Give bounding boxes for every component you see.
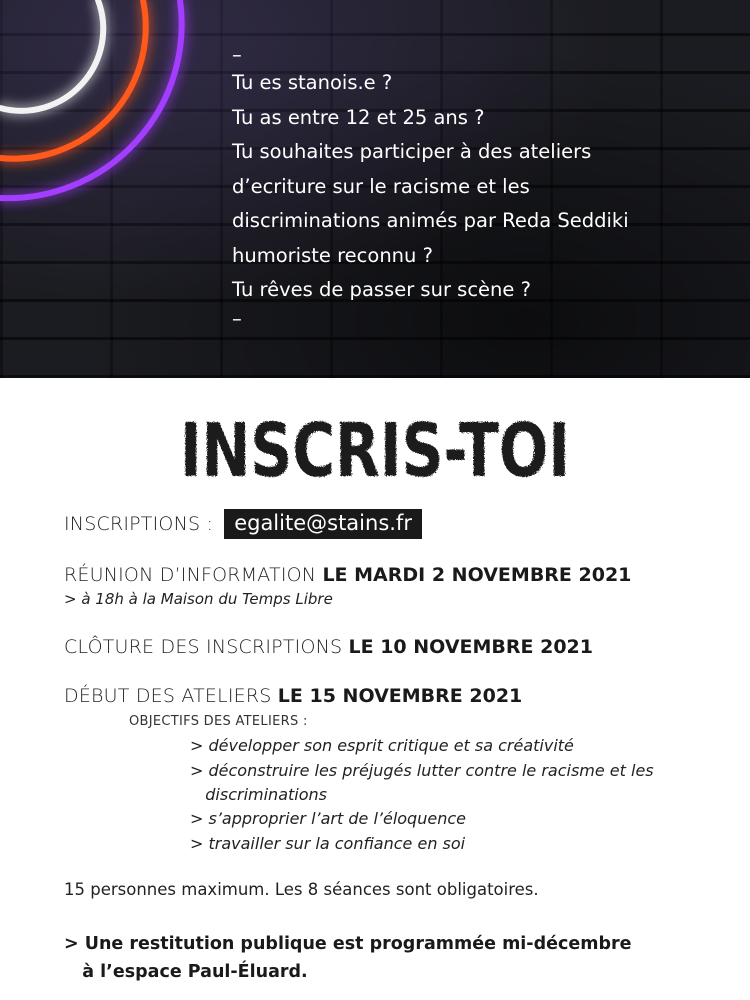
inscriptions-label: INSCRIPTIONS : [64,513,214,535]
inscriptions-row [64,509,422,539]
restitution-line: > Une restitution publique est programmée mi-décembre [64,934,632,954]
question-line: Tu as entre 12 et 25 ans ? [232,105,485,129]
hero-banner [0,0,750,378]
reunion-date: LE MARDI 2 NOVEMBRE 2021 [322,564,632,586]
debut-row [64,685,522,707]
question-line: discriminations animés par Reda Seddiki [232,209,629,232]
capacity-note: 15 personnes maximum. Les 8 séances sont obligatoires. [64,880,539,899]
question-line: Tu rêves de passer sur scène ? [232,278,531,301]
dash-bottom: – [232,306,242,330]
neon-orange-arc [0,0,146,159]
objectif-item: > développer son esprit critique et sa créativité [190,736,574,755]
objectif-item: discriminations [190,785,327,804]
debut-date: LE 15 NOVEMBRE 2021 [277,685,523,707]
reunion-row [64,564,631,586]
hero-questions [232,44,732,330]
page-title [0,400,750,490]
neon-white-arc [0,0,103,111]
debut-label: DÉBUT DES ATELIERS [64,685,278,707]
question-line: d’ecriture sur le racisme et les [232,174,530,198]
dash-top: – [232,43,242,66]
neon-arcs-decoration [0,0,260,230]
objectif-item: > s’approprier l’art de l’éloquence [190,809,466,828]
question-line: Tu souhaites participer à des ateliers [232,140,592,163]
question-line: Tu es stanois.e ? [232,71,393,94]
cloture-label: CLÔTURE DES INSCRIPTIONS [64,636,349,658]
cloture-date: LE 10 NOVEMBRE 2021 [348,636,593,658]
title-text: INSCRIS-TOI [180,408,570,490]
objectifs-title: OBJECTIFS DES ATELIERS : [129,714,308,729]
reunion-label: RÉUNION D’INFORMATION [64,564,323,586]
objectif-item: > déconstruire les préjugés lutter contre le racisme et les [190,761,654,780]
question-line: humoriste reconnu ? [232,243,433,267]
restitution-line: à l’espace Paul-Éluard. [64,962,308,982]
objectif-item: > travailler sur la confiance en soi [190,834,466,853]
reunion-detail: > à 18h à la Maison du Temps Libre [64,590,333,608]
neon-purple-arc [0,0,182,198]
email-badge[interactable]: egalite@stains.fr [224,509,422,539]
cloture-row [64,636,593,658]
